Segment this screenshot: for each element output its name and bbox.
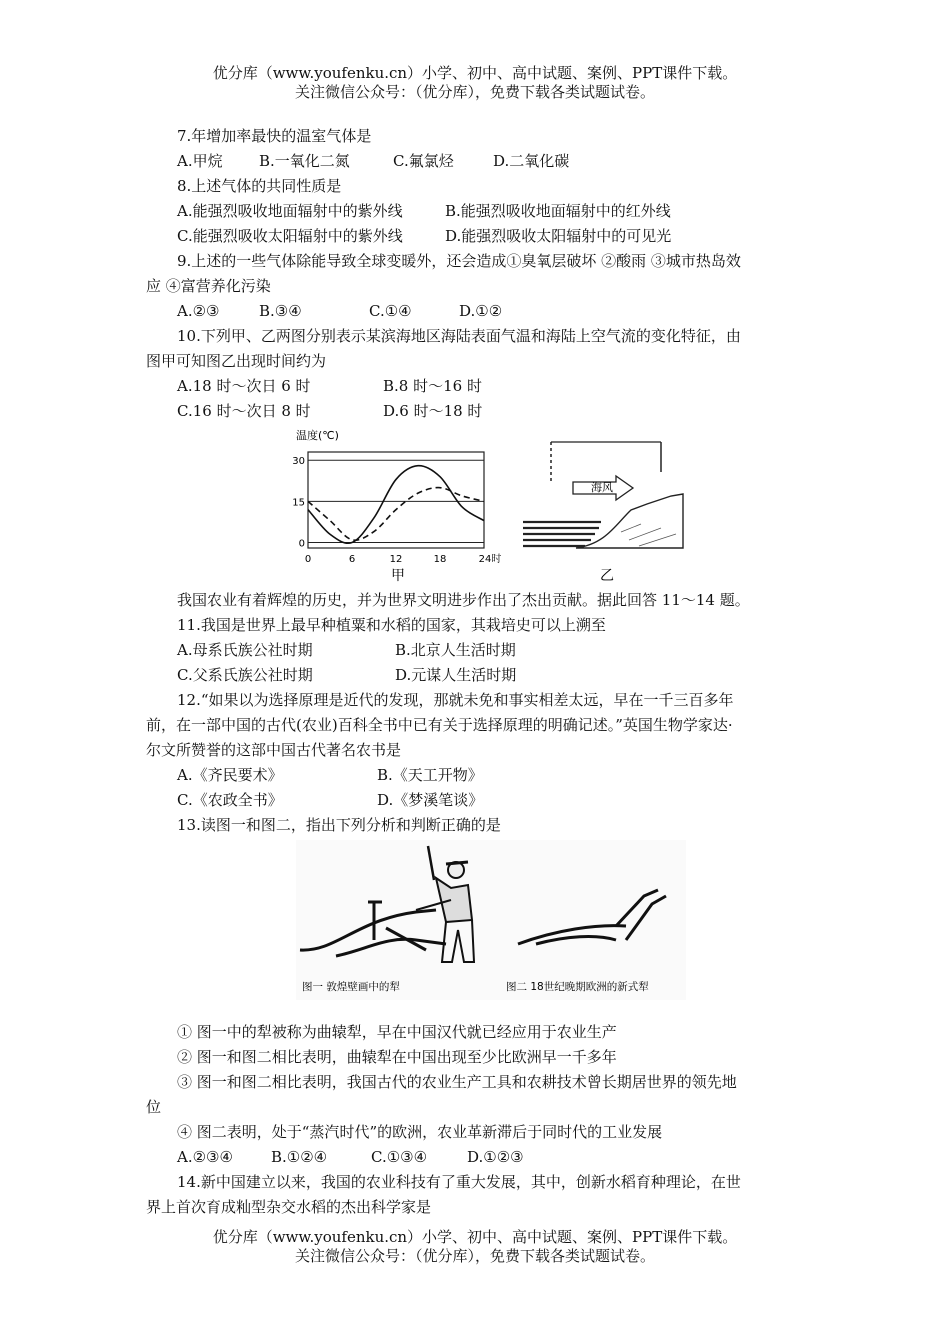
page-footer (0, 1228, 950, 1266)
q13-statement-3-line2: 位 (146, 1098, 162, 1116)
q9-option-d: D.①② (459, 302, 503, 320)
q13-statement-4: ④ 图二表明，处于“蒸汽时代”的欧洲，农业革新滞后于同时代的工业发展 (177, 1123, 663, 1141)
plough-figure (296, 840, 686, 1000)
q12-stem-line3: 尔文所赞誉的这部中国古代著名农书是 (146, 741, 402, 759)
q11-stem: 11.我国是世界上最早种植粟和水稻的国家，其栽培史可以上溯至 (177, 616, 606, 634)
q14-stem-line2: 界上首次育成籼型杂交水稻的杰出科学家是 (146, 1198, 432, 1216)
q12-stem-line1: 12.“如果以为选择原理是近代的发现，那就未免和事实相差太远，早在一千三百多年 (177, 691, 734, 709)
chart-ytick-0: 0 (298, 538, 305, 550)
chart-xtick-2: 12 (389, 554, 403, 565)
yi-label: 乙 (600, 568, 614, 584)
q12-option-c: C.《农政全书》 (177, 791, 283, 809)
chart-xtick-4: 24时 (478, 554, 502, 565)
q10-options-row1 (146, 374, 806, 399)
chart-xtick-1: 6 (348, 554, 356, 565)
q13-statement-1: ① 图一中的犁被称为曲辕犁，早在中国汉代就已经应用于农业生产 (177, 1023, 617, 1041)
fig2-caption: 图二 18世纪晚期欧洲的新式犁 (506, 981, 649, 993)
chart-xtick-0: 0 (304, 554, 312, 565)
q13-statement-3-line1: ③ 图一和图二相比表明，我国古代的农业生产工具和农耕技术曾长期居世界的领先地 (177, 1073, 737, 1091)
q12-option-a: A.《齐民要术》 (177, 766, 283, 784)
fig1-caption: 图一 敦煌壁画中的犁 (302, 981, 400, 993)
sea-layers (523, 522, 601, 546)
q13-statement-2: ② 图一和图二相比表明，曲辕犁在中国出现至少比欧洲早一千多年 (177, 1048, 617, 1066)
q12-option-b: B.《天工开物》 (377, 766, 483, 784)
q12-options-row1 (146, 763, 806, 788)
q10-stem-line1: 10.下列甲、乙两图分别表示某滨海地区海陆表面气温和海陆上空气流的变化特征，由 (177, 327, 741, 345)
q13-options (146, 1145, 806, 1170)
q11-option-b: B.北京人生活时期 (395, 641, 516, 659)
q14-stem-line1: 14.新中国建立以来，我国的农业科技有了重大发展，其中，创新水稻育种理论，在世 (177, 1173, 741, 1191)
intro-text: 我国农业有着辉煌的历史，并为世界文明进步作出了杰出贡献。据此回答 11～14 题。 (177, 591, 750, 609)
q13-stem: 13.读图一和图二，指出下列分析和判断正确的是 (177, 816, 501, 834)
q7-options (146, 149, 806, 174)
q10-stem-line2: 图甲可知图乙出现时间约为 (146, 352, 327, 370)
q11-option-c: C.父系氏族公社时期 (177, 666, 313, 684)
chart-jia (292, 424, 506, 588)
q11-option-a: A.母系氏族公社时期 (177, 641, 313, 659)
footer-line-1: 优分库（www.youfenku.cn）小学、初中、高中试题、案例、PPT课件下载。 (212, 1228, 738, 1246)
q7-stem: 7.年增加率最快的温室气体是 (177, 127, 372, 145)
european-plough-icon (518, 890, 666, 944)
chart-title: 甲 (391, 568, 405, 584)
yi-wind-label: 海风 (591, 481, 613, 494)
q8-options-row1 (146, 199, 806, 224)
q7-option-c: C.氟氯烃 (393, 152, 454, 170)
q12-option-d: D.《梦溪笔谈》 (377, 791, 484, 809)
q13-option-b: B.①②④ (271, 1148, 328, 1166)
q11-options-row1 (146, 638, 806, 663)
q9-stem-line1: 9.上述的一些气体除能导致全球变暖外，还会造成①臭氧层破坏 ②酸雨 ③城市热岛效 (177, 252, 741, 270)
q13-option-d: D.①②③ (467, 1148, 524, 1166)
header-line-1: 优分库（www.youfenku.cn）小学、初中、高中试题、案例、PPT课件下载。 (212, 64, 738, 82)
q8-option-c: C.能强烈吸收太阳辐射中的紫外线 (177, 227, 403, 245)
chart-ylabel: 温度(℃) (296, 429, 339, 442)
q11-options-row2 (146, 663, 806, 688)
figure-yi (521, 424, 701, 588)
chart-series-dashed (308, 488, 484, 541)
q10-option-a: A.18 时～次日 6 时 (177, 377, 311, 395)
q10-options-row2 (146, 399, 806, 424)
q10-option-c: C.16 时～次日 8 时 (177, 402, 311, 420)
q7-option-a: A.甲烷 (177, 152, 223, 170)
curved-plough-icon (300, 902, 446, 956)
page-header (0, 64, 950, 102)
q9-stem-line2: 应 ④富营养化污染 (146, 277, 271, 295)
q7-option-b: B.一氧化二氮 (259, 152, 350, 170)
chart-ytick-2: 30 (292, 456, 305, 468)
q8-options-row2 (146, 224, 806, 249)
q13-option-c: C.①③④ (371, 1148, 428, 1166)
chart-xtick-3: 18 (433, 554, 447, 565)
chart-series-solid (308, 466, 484, 544)
q9-option-a: A.②③ (177, 302, 220, 320)
q10-option-b: B.8 时～16 时 (383, 377, 482, 395)
q8-option-d: D.能强烈吸收太阳辐射中的可见光 (445, 227, 672, 245)
q7-option-d: D.二氧化碳 (493, 152, 570, 170)
q10-option-d: D.6 时～18 时 (383, 402, 483, 420)
q12-stem-line2: 前，在一部中国的古代(农业)百科全书中已有关于选择原理的明确记述。”英国生物学家达· (146, 716, 733, 734)
chart-frame (308, 452, 484, 548)
q8-option-b: B.能强烈吸收地面辐射中的红外线 (445, 202, 671, 220)
page-content (146, 124, 806, 1220)
chart-ytick-1: 15 (292, 497, 305, 509)
q9-option-b: B.③④ (259, 302, 302, 320)
q11-option-d: D.元谋人生活时期 (395, 666, 517, 684)
q12-options-row2 (146, 788, 806, 813)
q13-figures (146, 840, 806, 1008)
q9-option-c: C.①④ (369, 302, 412, 320)
q13-option-a: A.②③④ (177, 1148, 233, 1166)
q9-options (146, 299, 806, 324)
q8-option-a: A.能强烈吸收地面辐射中的紫外线 (177, 202, 403, 220)
footer-line-2: 关注微信公众号：（优分库），免费下载各类试题试卷。 (294, 1247, 655, 1265)
q8-stem: 8.上述气体的共同性质是 (177, 177, 342, 195)
header-line-2: 关注微信公众号：（优分库），免费下载各类试题试卷。 (294, 83, 655, 101)
q10-figures (146, 424, 806, 588)
